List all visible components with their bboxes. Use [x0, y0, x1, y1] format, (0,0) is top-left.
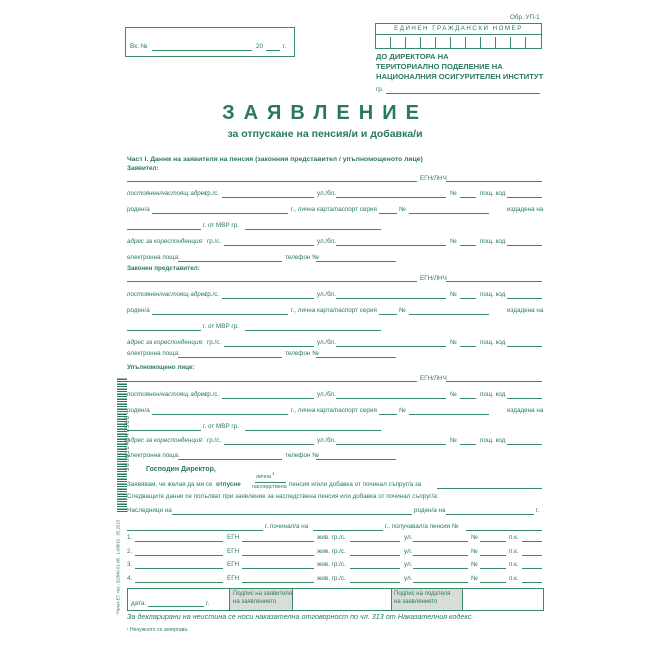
applicant-corr-street-label: ул./бл. — [317, 238, 336, 245]
request-personal: лична — [256, 474, 271, 480]
legal-rep-egn-label: ЕГН/ЛНЧ — [420, 275, 447, 282]
request-inherited: наследствена — [252, 484, 287, 490]
applicant-born-label: роден/а — [127, 206, 150, 213]
authorized-postcode-label: пощ. код — [480, 391, 506, 398]
authorized-corr-city-label: гр./с. — [207, 437, 222, 444]
incoming-year-label: 20 — [256, 43, 264, 50]
heir-number: 3. — [127, 561, 133, 568]
applicant-corr-street-line[interactable] — [336, 245, 446, 246]
legal-rep-mvr-label: г. от МВР гр. — [203, 323, 239, 330]
legal-rep-egn-line[interactable] — [446, 281, 542, 282]
authorized-phone-line[interactable] — [316, 459, 396, 460]
authorized-egn-line[interactable] — [446, 381, 542, 382]
heir-pk-line[interactable] — [522, 582, 542, 583]
printer-side-text: *Печат-ЕТ, тел.: 02/846-01-88 · 1-8/8/10 · 05.2013 — [115, 520, 121, 615]
heir-street-line[interactable] — [413, 555, 468, 556]
heir-street-label: ул. — [404, 574, 413, 582]
heir-no-line[interactable] — [480, 541, 506, 542]
authorized-email-line[interactable] — [178, 459, 282, 460]
heir-name-line[interactable] — [135, 541, 223, 542]
heir-street-label: ул. — [404, 561, 413, 568]
heir-city-line[interactable] — [350, 568, 400, 569]
legal-rep-email-label: електронна поща: — [127, 350, 180, 357]
applicant-corr-postcode-label: пощ. код — [480, 238, 506, 245]
submitter-signature-label-2: на заявлението — [394, 599, 438, 605]
heir-name-line[interactable] — [135, 568, 223, 569]
heir-egn-label: ЕГН — [227, 534, 240, 541]
applicant-signature-label-1: Подпис на заявителя — [233, 591, 293, 597]
deceased-born-line[interactable] — [446, 514, 534, 515]
legal-rep-street-line[interactable] — [336, 298, 446, 299]
heir-pk-label: п.к. — [509, 547, 519, 555]
applicant-email-label: електронна поща: — [127, 254, 180, 261]
legal-rep-born-label: роден/а — [127, 307, 150, 314]
authorized-corr-postcode-line[interactable] — [507, 444, 542, 445]
egn-cells[interactable] — [376, 35, 541, 48]
egn-box-label: ЕДИНЕН ГРАЖДАНСКИ НОМЕР — [376, 24, 541, 35]
legal-rep-name-line[interactable] — [127, 281, 417, 282]
authorized-corr-no-label: № — [450, 437, 457, 444]
incoming-number-prefix: Вх. № — [130, 43, 148, 50]
deceased-born-label: роден/а на — [414, 507, 446, 514]
document-title: ЗАЯВЛЕНИЕ — [222, 102, 428, 124]
addressee-line-2: ТЕРИТОРИАЛНО ПОДЕЛЕНИЕ НА — [376, 62, 503, 71]
addressee-line-3: НАЦИОНАЛНИЯ ОСИГУРИТЕЛЕН ИНСТИТУТ — [376, 72, 544, 81]
authorized-egn-label: ЕГН/ЛНЧ — [420, 375, 447, 382]
applicant-city-line[interactable] — [222, 197, 314, 198]
heir-no-label: № — [471, 547, 478, 555]
signature-date-year: г. — [206, 600, 210, 607]
egn-box — [375, 23, 542, 49]
request-grant: отпусне — [216, 481, 241, 488]
applicant-issued-label: издадена на — [507, 206, 544, 213]
legal-rep-phone-label: телефон № — [285, 350, 319, 357]
addressee-line-1: ДО ДИРЕКТОРА НА — [376, 52, 449, 61]
addressee-city-line[interactable] — [386, 93, 540, 94]
applicant-signature-label-2: на заявлението — [233, 599, 277, 605]
heir-pk-line[interactable] — [522, 541, 542, 542]
legal-rep-idcard-no-line[interactable] — [409, 314, 489, 315]
applicant-postcode-label: пощ. код — [480, 190, 506, 197]
legal-rep-corr-addr-label: адрес за кореспонденция: — [127, 339, 204, 346]
applicant-no-label: № — [450, 190, 457, 197]
request-following: Следващите данни се попълват при заявление за наследствена пенсия или добавка от починал съпруг/а: — [127, 493, 439, 500]
legal-rep-idcard-series-line[interactable] — [379, 314, 397, 315]
authorized-issued-date-line[interactable] — [127, 430, 201, 431]
applicant-mvr-label: г. от МВР гр. — [203, 222, 239, 229]
authorized-idcard-label: г., лична карта/паспорт серия — [291, 407, 377, 414]
heir-pk-label: п.к. — [509, 574, 519, 582]
authorized-phone-label: телефон № — [285, 452, 319, 459]
heir-egn-line[interactable] — [242, 541, 314, 542]
legal-rep-corr-street-label: ул./бл. — [317, 339, 336, 346]
heir-egn-line[interactable] — [242, 568, 314, 569]
legal-rep-no-line[interactable] — [460, 298, 476, 299]
applicant-street-label: ул./бл. — [317, 190, 336, 197]
authorized-idcard-series-line[interactable] — [379, 414, 397, 415]
authorized-mvr-line[interactable] — [245, 430, 381, 431]
authorized-no-label: № — [450, 391, 457, 398]
heir-no-line[interactable] — [480, 555, 506, 556]
legal-rep-postcode-label: пощ. код — [480, 291, 506, 298]
form-code: Обр. УП-1 — [510, 14, 540, 21]
heirs-of-line[interactable] — [172, 514, 412, 515]
legal-rep-corr-no-line[interactable] — [460, 346, 476, 347]
deceased-died-date-line[interactable] — [127, 530, 263, 531]
heir-no-line[interactable] — [480, 582, 506, 583]
legal-rep-corr-no-label: № — [450, 339, 457, 346]
legal-rep-idcard-no-label: № — [399, 307, 406, 314]
legal-rep-city-label: гр./с. — [205, 291, 220, 298]
heir-street-line[interactable] — [413, 582, 468, 583]
heir-city-line[interactable] — [350, 582, 400, 583]
applicant-mvr-line[interactable] — [245, 229, 381, 230]
legal-rep-born-line[interactable] — [152, 314, 288, 315]
authorized-born-line[interactable] — [152, 414, 288, 415]
request-for-line[interactable] — [437, 488, 542, 489]
heir-number: 4. — [127, 574, 133, 582]
authorized-street-label: ул./бл. — [317, 391, 336, 398]
legal-rep-email-line[interactable] — [178, 357, 282, 358]
heir-egn-line[interactable] — [242, 582, 314, 583]
heir-number: 2. — [127, 547, 133, 555]
authorized-no-line[interactable] — [460, 398, 476, 399]
incoming-number-line[interactable] — [152, 50, 252, 51]
heirs-of-label: Наследници на — [127, 507, 172, 514]
applicant-corr-city-line[interactable] — [224, 245, 314, 246]
declaration-text: За декларирани на неистина се носи наказателна отговорност по чл. 313 от Наказателния кодекс. — [127, 612, 474, 621]
authorized-email-label: електронна поща: — [127, 452, 180, 459]
deceased-pension-label: г., получавал/а пенсия № — [385, 523, 459, 530]
applicant-idcard-no-label: № — [399, 206, 406, 213]
submitter-signature-label-1: Подпис на подателя — [394, 591, 451, 597]
heir-city-label: жив. гр./с. — [317, 561, 346, 568]
applicant-idcard-no-line[interactable] — [409, 213, 489, 214]
heir-egn-line[interactable] — [242, 555, 314, 556]
legal-rep-issued-date-line[interactable] — [127, 330, 201, 331]
heir-city-line[interactable] — [350, 555, 400, 556]
authorized-born-label: роден/а — [127, 407, 150, 414]
heir-street-label: ул. — [404, 547, 413, 555]
applicant-city-label: гр./с. — [205, 190, 220, 197]
heir-name-line[interactable] — [135, 582, 223, 583]
heir-name-line[interactable] — [135, 555, 223, 556]
heir-city-line[interactable] — [350, 541, 400, 542]
heir-egn-label: ЕГН — [227, 561, 240, 568]
authorized-mvr-label: г. от МВР гр. — [203, 423, 239, 430]
applicant-corr-no-label: № — [450, 238, 457, 245]
applicant-idcard-label: г., лична карта/паспорт серия — [291, 206, 377, 213]
signature-date-line[interactable] — [148, 606, 204, 607]
authorized-name-line[interactable] — [127, 381, 417, 382]
heir-city-label: жив. гр./с. — [317, 534, 346, 541]
heir-egn-label: ЕГН — [227, 547, 240, 555]
applicant-egn-line[interactable] — [446, 181, 542, 182]
applicant-born-line[interactable] — [152, 213, 288, 214]
authorized-perm-addr-label: постоянен/настоящ адрес: — [127, 391, 210, 398]
footnote-text: ¹ Ненужното се зачертава. — [127, 627, 189, 633]
document-subtitle: за отпускане на пенсия/и и добавка/и — [227, 128, 423, 140]
heir-no-label: № — [471, 561, 478, 568]
heir-no-label: № — [471, 574, 478, 582]
legal-rep-issued-label: издадена на — [507, 307, 544, 314]
applicant-corr-postcode-line[interactable] — [507, 245, 542, 246]
authorized-city-line[interactable] — [222, 398, 314, 399]
applicant-email-line[interactable] — [178, 261, 282, 262]
authorized-street-line[interactable] — [336, 398, 446, 399]
legal-rep-mvr-line[interactable] — [245, 330, 381, 331]
legal-rep-heading: Законен представител: — [127, 265, 200, 272]
applicant-street-line[interactable] — [336, 197, 446, 198]
authorized-corr-city-line[interactable] — [224, 444, 314, 445]
applicant-name-line[interactable] — [127, 181, 417, 182]
applicant-phone-label: телефон № — [285, 254, 319, 261]
legal-rep-corr-city-line[interactable] — [224, 346, 314, 347]
part1-heading: Част I. Данни на заявителя на пенсия (законния представител / упълномощеното лице) — [127, 156, 423, 163]
applicant-idcard-series-line[interactable] — [379, 213, 397, 214]
barcode-digits: 3800114540568 — [125, 415, 131, 471]
request-text-2: пенсия и/или добавка от починал съпруг/а за — [289, 481, 422, 488]
legal-rep-corr-city-label: гр./с. — [207, 339, 222, 346]
authorized-corr-street-label: ул./бл. — [317, 437, 336, 444]
heir-pk-line[interactable] — [522, 568, 542, 569]
legal-rep-city-line[interactable] — [222, 298, 314, 299]
applicant-postcode-line[interactable] — [507, 197, 542, 198]
addressee-city-label: гр. — [376, 86, 384, 93]
mr-director-salutation: Господин Директор, — [146, 466, 216, 473]
incoming-year-suffix: г. — [283, 43, 287, 50]
legal-rep-street-label: ул./бл. — [317, 291, 336, 298]
legal-rep-phone-line[interactable] — [316, 357, 396, 358]
authorized-corr-postcode-label: пощ. код — [480, 437, 506, 444]
heir-egn-label: ЕГН — [227, 574, 240, 582]
applicant-issued-date-line[interactable] — [127, 229, 201, 230]
authorized-heading: Упълномощено лице: — [127, 364, 195, 371]
legal-rep-no-label: № — [450, 291, 457, 298]
legal-rep-corr-postcode-line[interactable] — [507, 346, 542, 347]
heir-pk-label: п.к. — [509, 561, 519, 568]
authorized-idcard-no-label: № — [399, 407, 406, 414]
heir-street-line[interactable] — [413, 541, 468, 542]
heir-city-label: жив. гр./с. — [317, 574, 346, 582]
applicant-corr-city-label: гр./с. — [207, 238, 222, 245]
applicant-phone-line[interactable] — [316, 261, 396, 262]
authorized-postcode-line[interactable] — [507, 398, 542, 399]
authorized-city-label: гр./с. — [205, 391, 220, 398]
authorized-corr-no-line[interactable] — [460, 444, 476, 445]
heir-street-label: ул. — [404, 534, 413, 541]
heir-pk-line[interactable] — [522, 555, 542, 556]
heir-no-line[interactable] — [480, 568, 506, 569]
applicant-no-line[interactable] — [460, 197, 476, 198]
signature-date-label: дата: — [131, 600, 147, 607]
request-footnote-mark: 1 — [272, 471, 275, 476]
heir-no-label: № — [471, 534, 478, 541]
legal-rep-perm-addr-label: постоянен/настоящ адрес: — [127, 291, 210, 298]
authorized-corr-street-line[interactable] — [336, 444, 446, 445]
legal-rep-corr-postcode-label: пощ. код — [480, 339, 506, 346]
authorized-corr-addr-label: адрес за кореспонденция: — [127, 437, 204, 444]
authorized-idcard-no-line[interactable] — [409, 414, 489, 415]
legal-rep-idcard-label: г., лична карта/паспорт серия — [291, 307, 377, 314]
deceased-died-line[interactable] — [313, 530, 383, 531]
heir-street-line[interactable] — [413, 568, 468, 569]
legal-rep-postcode-line[interactable] — [507, 298, 542, 299]
deceased-died-label: г. починал/а на — [265, 523, 309, 530]
heir-city-label: жив. гр./с. — [317, 547, 346, 555]
applicant-corr-addr-label: адрес за кореспонденция: — [127, 238, 204, 245]
authorized-issued-label: издадена на — [507, 407, 544, 414]
heir-pk-label: п.к. — [509, 534, 519, 541]
request-text-1: Заявявам, че желая да ми се — [127, 481, 213, 488]
applicant-perm-addr-label: постоянен/настоящ адрес: — [127, 190, 210, 197]
legal-rep-corr-street-line[interactable] — [336, 346, 446, 347]
applicant-corr-no-line[interactable] — [460, 245, 476, 246]
deceased-pension-line[interactable] — [466, 530, 542, 531]
deceased-born-year: г. — [536, 507, 540, 514]
request-personal-divider — [255, 482, 286, 483]
applicant-egn-label: ЕГН/ЛНЧ — [420, 175, 447, 182]
applicant-heading: Заявител: — [127, 165, 159, 172]
heir-number: 1. — [127, 534, 133, 541]
incoming-number-box — [125, 27, 295, 57]
signature-row — [127, 588, 544, 611]
incoming-year-line[interactable] — [266, 50, 280, 51]
